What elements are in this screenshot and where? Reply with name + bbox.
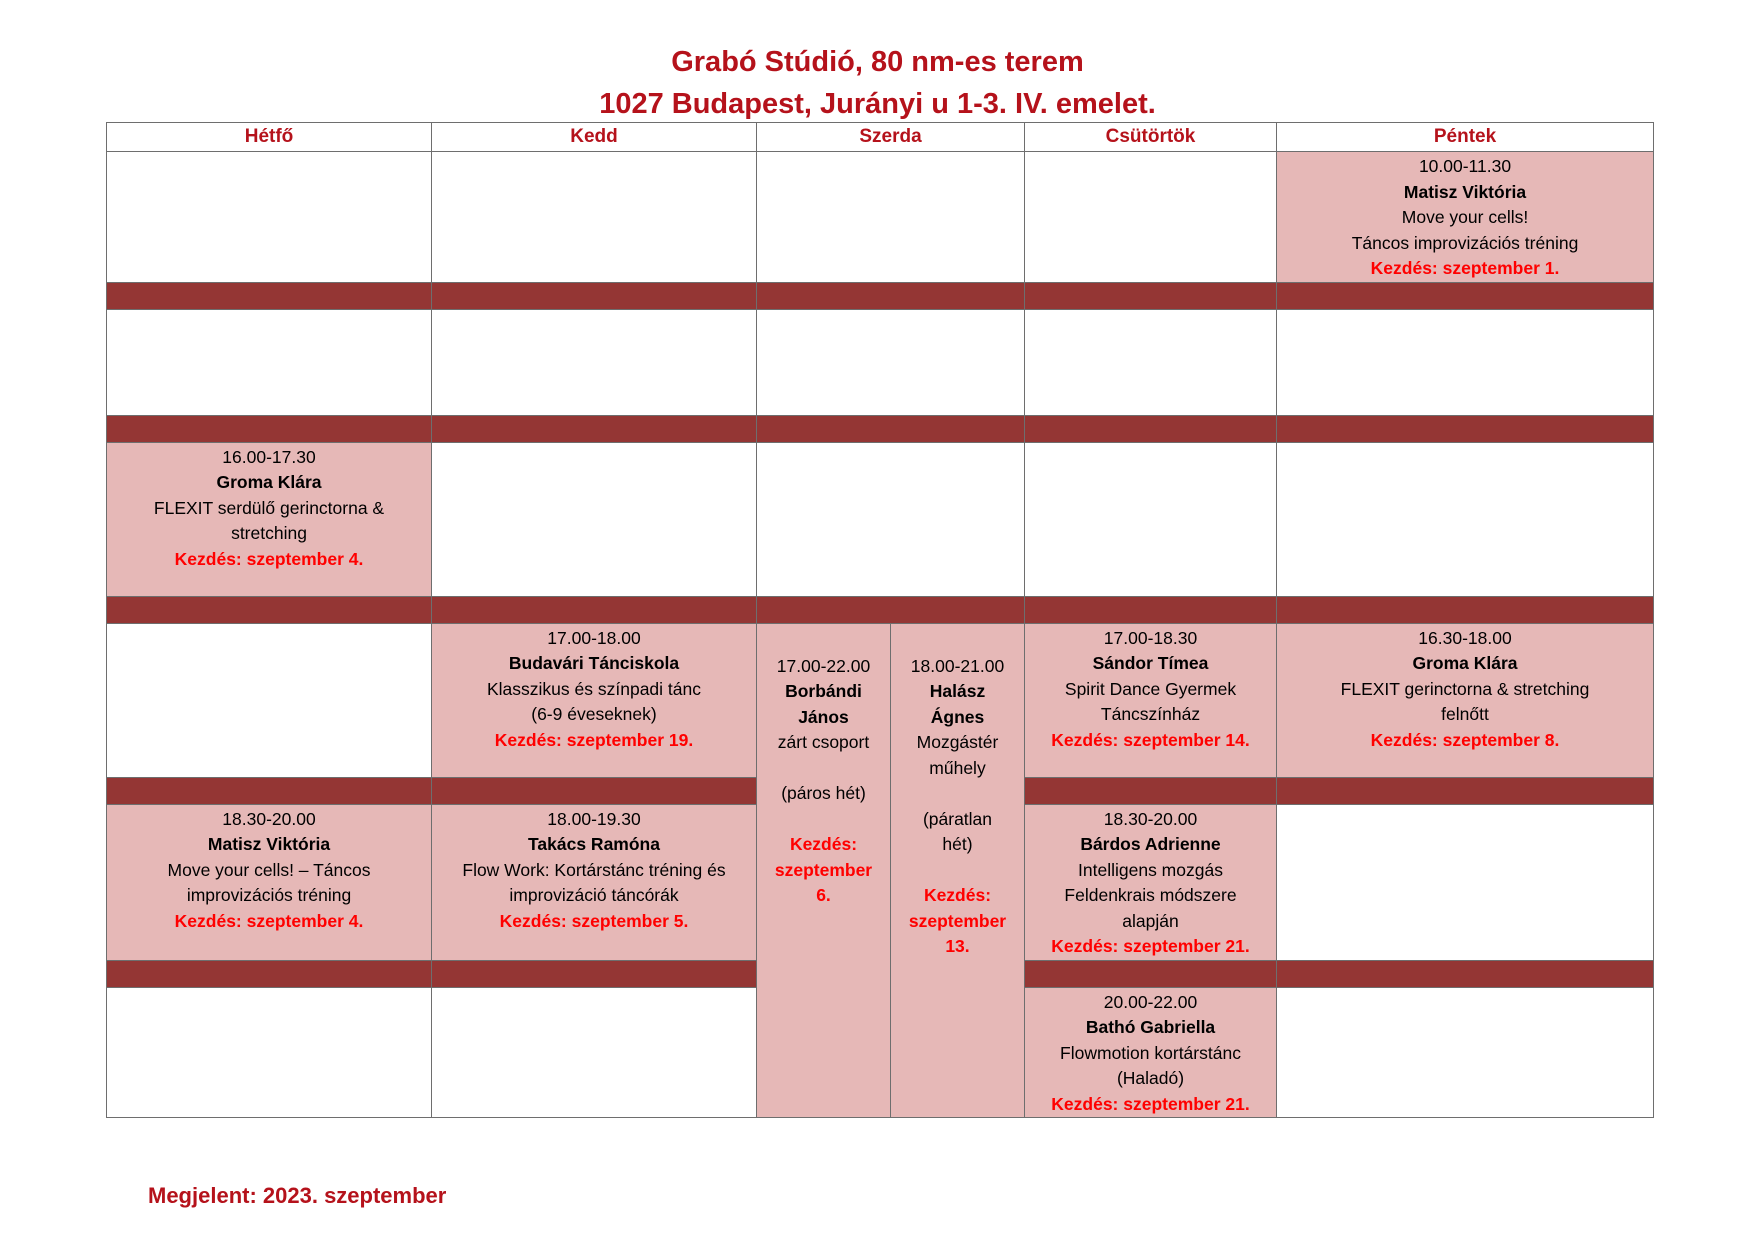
event-start-label: Kezdés: [789,834,858,854]
event-description: Táncszínház [1100,704,1201,724]
schedule-table [106,122,1654,1118]
event-instructor-last: Ágnes [930,706,985,727]
event-cell-monday-1830 [107,804,432,960]
event-time: 20.00-22.00 [1103,991,1198,1012]
event-start-date: Kezdés: szeptember 8. [1370,729,1560,750]
event-title: Move your cells! [1401,207,1529,227]
event-description: (páros hét) [781,783,866,803]
event-start-month: szeptember [774,859,873,880]
event-description: stretching [231,523,307,543]
event-instructor: Groma Klára [216,472,322,492]
event-time: 18.30-20.00 [1103,808,1198,829]
event-time: 17.00-18.00 [547,627,641,648]
event-cell-tuesday-1800 [432,804,757,960]
event-start-date: Kezdés: szeptember 5. [499,910,689,931]
separator-row [107,415,1654,442]
event-title: Mozgástér [916,732,999,752]
event-instructor-last: János [798,706,849,727]
event-start-date: Kezdés: szeptember 1. [1370,258,1560,278]
empty-cell [107,152,432,283]
event-start-day: 6. [816,885,831,905]
empty-cell [1277,987,1654,1118]
day-header-monday: Hétfő [107,123,432,152]
event-start-date: Kezdés: szeptember 21. [1051,1093,1250,1114]
empty-cell [757,152,1025,283]
event-start-date: Kezdés: szeptember 4. [174,910,364,931]
event-title: Spirit Dance Gyermek [1064,678,1237,699]
event-instructor: Groma Klára [1412,653,1518,673]
event-cell-thursday-1830 [1025,804,1277,960]
event-title: FLEXIT serdülő gerinctorna & [153,497,385,518]
empty-cell [1277,804,1654,960]
day-header-friday: Péntek [1277,123,1654,152]
day-header-row [107,123,1654,152]
event-time: 10.00-11.30 [1418,156,1512,176]
event-cell-wednesday-a [757,623,891,1118]
event-instructor-first: Halász [929,681,986,701]
event-description: improvizációs tréning [186,885,352,905]
event-instructor-first: Borbándi [785,681,862,701]
event-time: 16.30-18.00 [1418,627,1512,648]
separator-row [107,596,1654,623]
event-time: 17.00-22.00 [776,655,871,676]
event-description-2: hét) [942,834,973,854]
event-time: 18.30-20.00 [222,808,316,829]
event-instructor: Sándor Tímea [1092,653,1209,673]
day-header-wednesday: Szerda [757,123,1025,152]
schedule-row [107,152,1654,283]
separator-row [107,282,1654,309]
event-instructor: Matisz Viktória [207,834,331,854]
event-title: Flowmotion kortárstánc [1060,1042,1241,1063]
event-title: Move your cells! – Táncos [167,859,371,880]
event-start-date: Kezdés: szeptember 21. [1051,936,1250,956]
event-start-date: Kezdés: szeptember 4. [174,548,364,569]
schedule-row [107,442,1654,596]
event-start-month: szeptember [908,910,1007,931]
empty-cell [1025,152,1277,283]
event-description: Feldenkrais módszere [1064,885,1237,905]
schedule-row [107,623,1654,777]
empty-cell [432,987,757,1118]
event-start-date: Kezdés: szeptember 14. [1051,729,1250,750]
event-time: 18.00-21.00 [910,655,1005,676]
event-description: (Haladó) [1116,1068,1185,1088]
event-description: felnőtt [1441,704,1489,724]
event-title: Flow Work: Kortárstánc tréning és [462,859,726,880]
event-start-label: Kezdés: [923,885,992,905]
event-instructor: Budavári Tánciskola [508,653,680,673]
event-title: Intelligens mozgás [1078,859,1223,880]
event-start-date: Kezdés: szeptember 19. [494,729,694,750]
event-title-2: műhely [929,757,986,778]
event-time: 16.00-17.30 [222,446,316,467]
event-title: zárt csoport [777,732,870,752]
empty-cell [432,152,757,283]
event-instructor: Bárdos Adrienne [1080,834,1221,854]
day-header-tuesday: Kedd [432,123,757,152]
event-cell-friday-morning [1277,152,1654,283]
event-instructor: Takács Ramóna [528,834,660,854]
event-cell-wednesday-b [891,623,1025,1118]
event-instructor: Matisz Viktória [1403,181,1527,202]
event-description: Táncos improvizációs tréning [1351,232,1579,253]
page-subtitle-address: 1027 Budapest, Jurányi u 1-3. IV. emelet. [599,88,1156,120]
event-time: 18.00-19.30 [547,808,641,829]
event-cell-friday-1630 [1277,623,1654,777]
event-cell-thursday-2000 [1025,987,1277,1118]
event-description: improvizáció táncórák [509,885,679,905]
published-date: Megjelent: 2023. szeptember [148,1183,447,1208]
event-instructor: Bathó Gabriella [1085,1017,1216,1037]
event-title: Klasszikus és színpadi tánc [487,678,701,699]
event-title: FLEXIT gerinctorna & stretching [1340,678,1590,699]
event-cell-tuesday-1700 [432,623,757,777]
event-cell-thursday-1700 [1025,623,1277,777]
day-header-thursday: Csütörtök [1025,123,1277,152]
event-time: 17.00-18.30 [1103,627,1198,648]
event-description-2: alapján [1122,910,1179,931]
event-start-day: 13. [945,936,970,956]
empty-cell [107,987,432,1118]
event-description: (6-9 éveseknek) [531,704,657,724]
schedule-row [107,309,1654,415]
page-title: Grabó Stúdió, 80 nm-es terem [671,46,1084,78]
event-cell-monday-1600 [107,442,432,596]
event-description: (páratlan [922,808,993,829]
